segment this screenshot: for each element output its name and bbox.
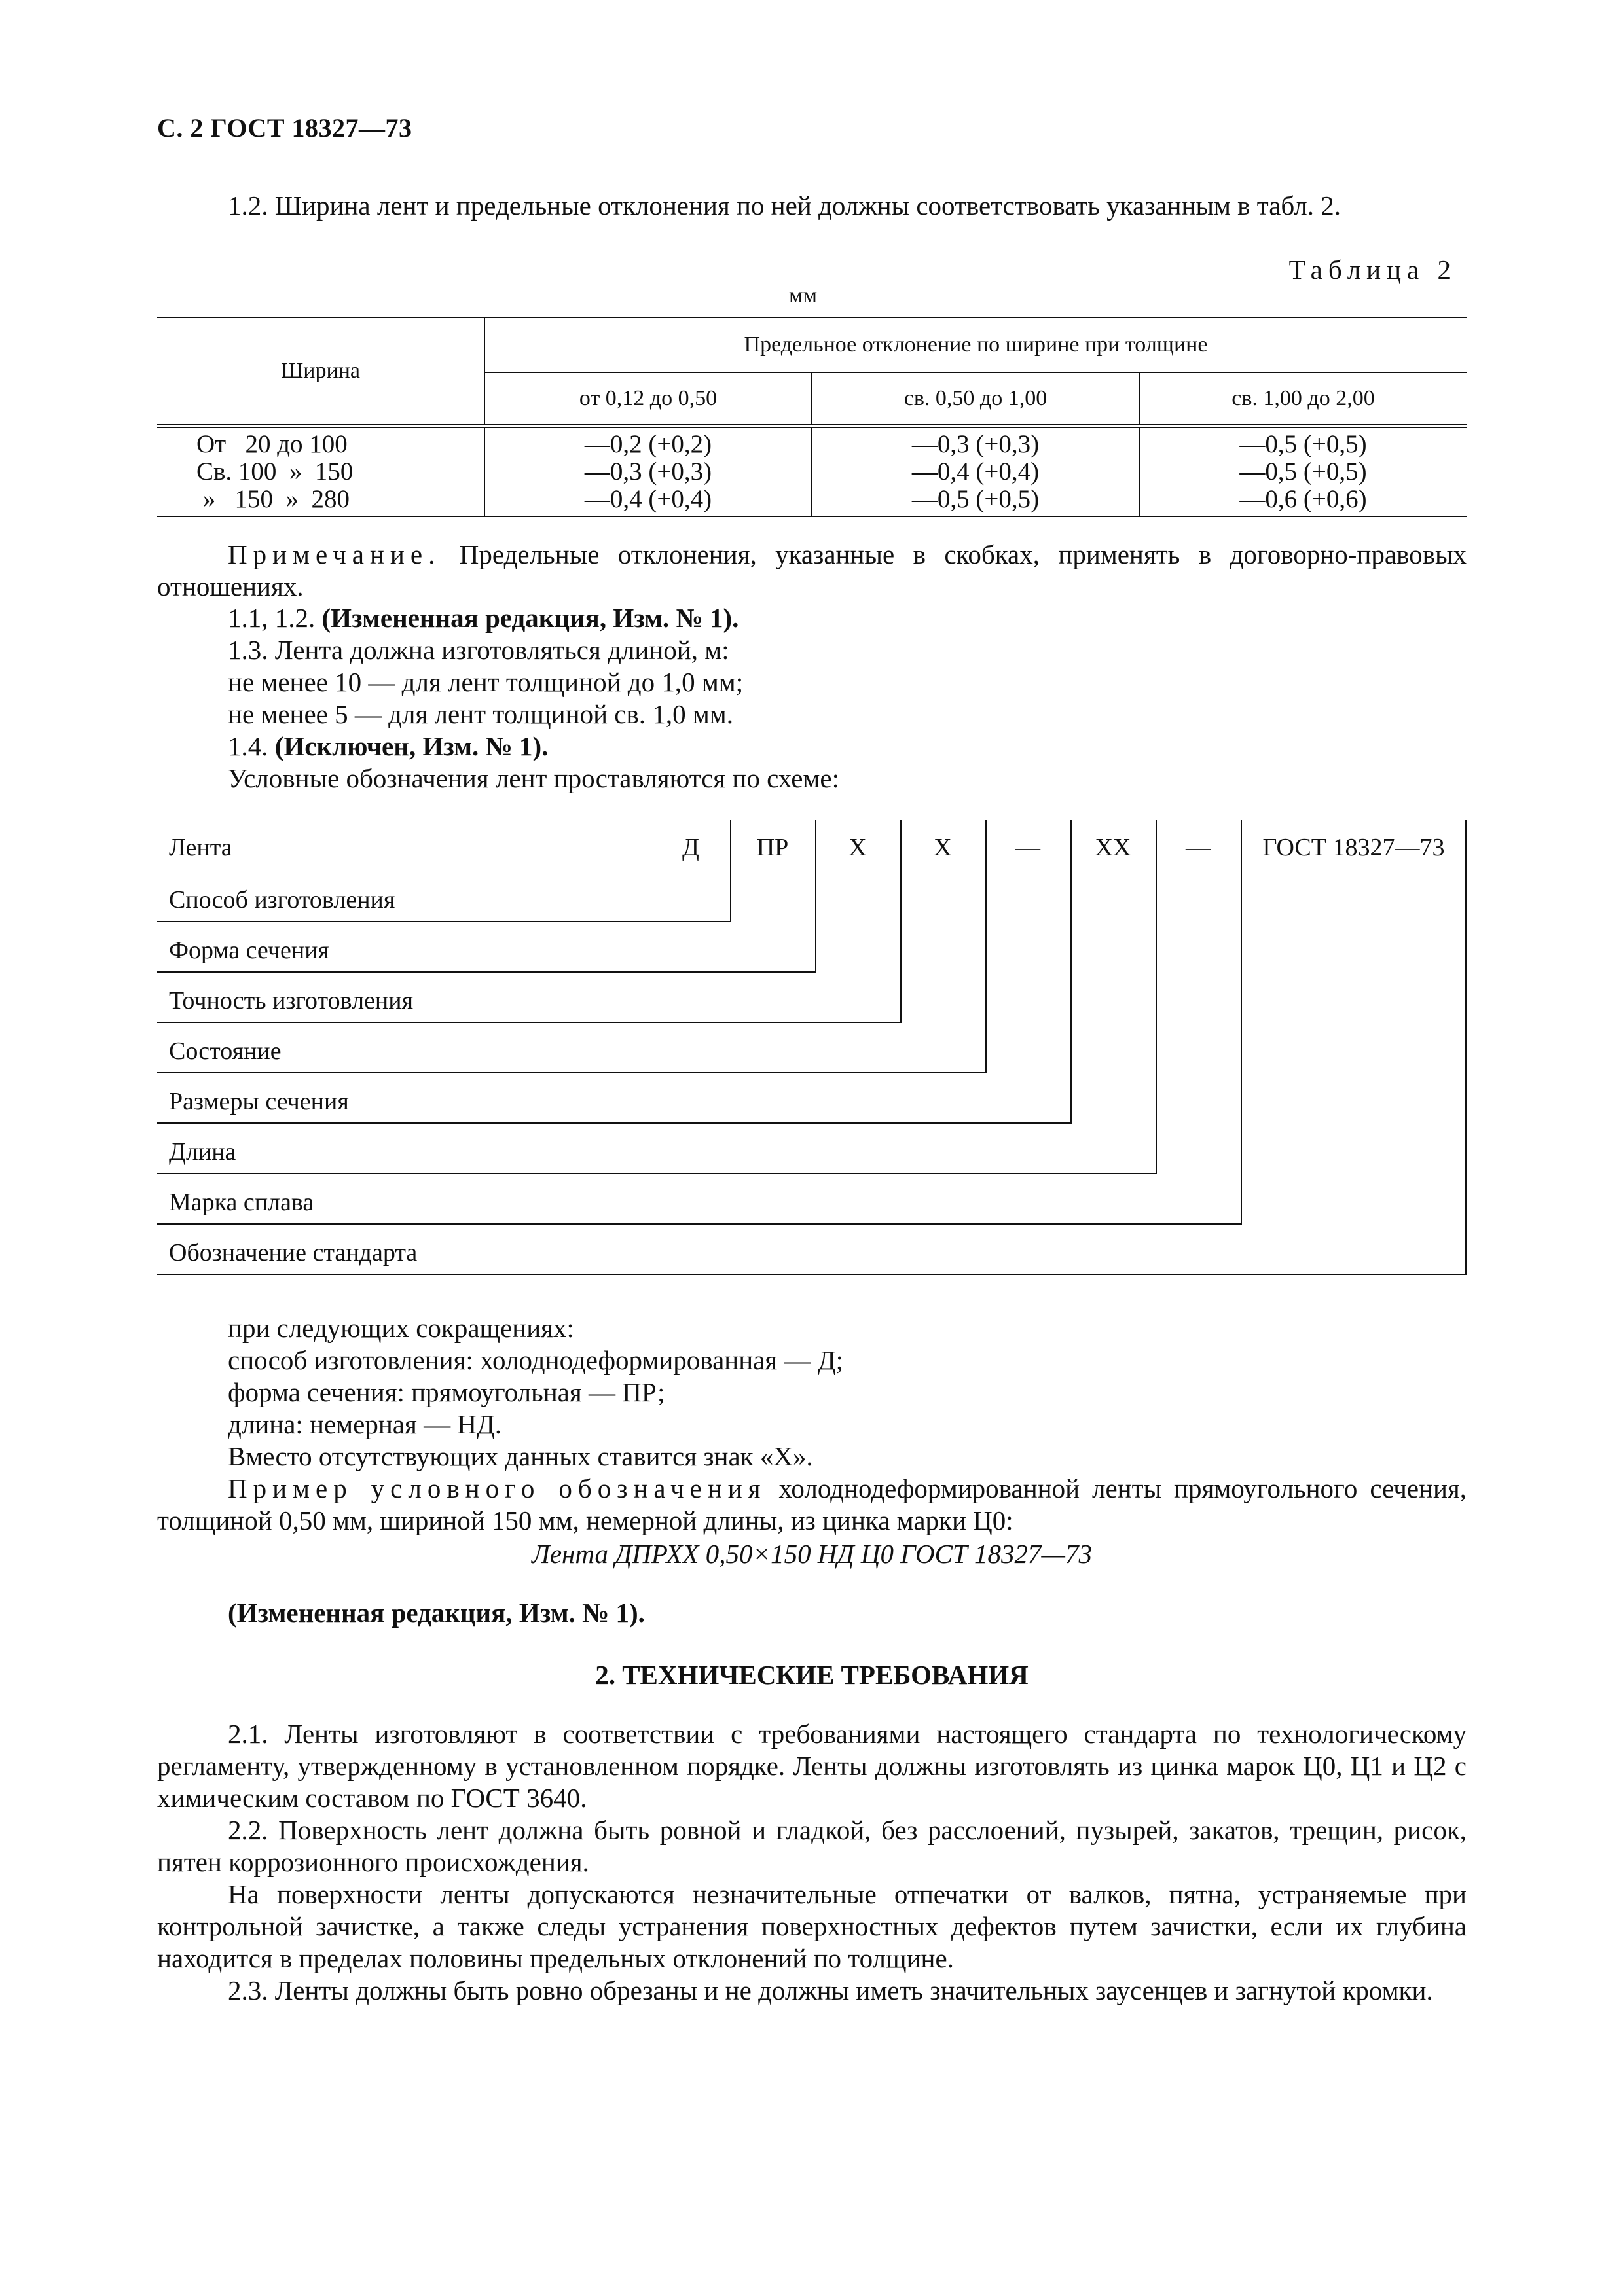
scheme-code: ГОСТ 18327—73 [1262,834,1445,861]
width-cell: Св. 100 » 150 [196,457,354,486]
scheme-label: Способ изготовления [169,886,395,914]
paragraph-1-3: 1.3. Лента должна изготовляться длиной, м: [228,635,729,665]
change-note: (Исключен, Изм. № 1). [274,731,549,761]
scheme-code: Х [848,834,867,861]
abbr-line: Вместо отсутствующих данных ставится знак «Х». [228,1441,813,1471]
scheme-line [1070,820,1072,1122]
width-cell: От 20 до 100 [157,426,484,458]
example-label: Пример условного обозначения [228,1473,767,1503]
scheme-line [157,1072,987,1073]
change-note: (Измененная редакция, Изм. № 1). [321,603,739,633]
paragraph-1-4 [228,730,548,762]
scheme-line [157,1274,1467,1275]
paragraph-number: 1.4. [228,731,275,761]
paragraph-1-3-b: не менее 5 — для лент толщиной св. 1,0 мм. [228,699,733,729]
scheme-line [1241,820,1242,1223]
col-header-width: Ширина [157,317,484,426]
scheme-code: Х [934,834,952,861]
table-row [157,458,1467,486]
scheme-label: Размеры сечения [169,1088,349,1115]
scheme-code: ПР [756,834,789,861]
scheme-code: — [1015,834,1040,861]
scheme-line [157,1022,902,1023]
scheme-line [157,1223,1242,1225]
paragraph-2-2-b: На поверхности ленты допускаются незначительные отпечатки от валков, пятна, устраняемые при контрольной зачистке, а также следы устранения поверхностных дефектов путем зачистки, если их глубина находится в пределах половины предельных отклонений по толщине. [157,1879,1467,1973]
scheme-title: Лента [169,834,232,861]
note-text: Предельные отклонения, указанные в скобках, применять в договорно-правовых отношениях. [157,539,1467,601]
table-2 [157,317,1467,517]
scheme-label: Марка сплава [169,1189,314,1216]
abbr-line: длина: немерная — НД. [228,1409,502,1439]
scheme-code: ХХ [1095,834,1131,861]
col-header-3: св. 1,00 до 2,00 [1139,372,1467,426]
paragraph-1-3-a: не менее 10 — для лент толщиной до 1,0 мм; [228,667,744,697]
page-header: С. 2 ГОСТ 18327—73 [157,113,412,143]
scheme-code: Д [682,834,699,861]
abbr-line: способ изготовления: холоднодеформированная — Д; [228,1345,844,1375]
paragraph-1-1-1-2 [228,602,739,634]
scheme-line [157,1122,1072,1124]
width-cell: » 150 » 280 [157,486,484,516]
example-paragraph [157,1473,1467,1537]
note-label: Примечание. [228,539,441,569]
value-cell: —0,3 (+0,3) [812,426,1139,458]
table-unit: мм [789,283,818,308]
scheme-line [157,971,816,973]
scheme-label: Состояние [169,1037,282,1065]
paragraph-number: 1.1, 1.2. [228,603,322,633]
scheme-line [815,820,816,971]
designation-scheme [157,820,1467,1265]
col-header-2: св. 0,50 до 1,00 [812,372,1139,426]
paragraph-1-2: 1.2. Ширина лент и предельные отклонения по ней должны соответствовать указанным в табл. 2. [228,190,1341,221]
change-note: (Измененная редакция, Изм. № 1). [228,1598,645,1628]
value-cell: —0,5 (+0,5) [1139,426,1467,458]
scheme-line [157,921,731,922]
value-cell: —0,5 (+0,5) [1139,458,1467,486]
scheme-line [730,820,731,921]
table-row [157,426,1467,458]
example-text: холоднодеформированной ленты прямоугольного сечения, толщиной 0,50 мм, шириной 150 мм, немерной длины, из цинка марки Ц0: [157,1473,1467,1535]
scheme-line [1156,820,1157,1173]
value-cell: —0,4 (+0,4) [484,486,812,516]
abbr-intro: при следующих сокращениях: [228,1313,574,1343]
value-cell: —0,2 (+0,2) [484,426,812,458]
col-header-group: Предельное отклонение по ширине при толщине [484,317,1467,372]
table-row [157,486,1467,516]
value-cell: —0,6 (+0,6) [1139,486,1467,516]
value-cell: —0,5 (+0,5) [812,486,1139,516]
scheme-line [900,820,902,1022]
paragraph-2-2: 2.2. Поверхность лент должна быть ровной и гладкой, без расслоений, пузырей, закатов, трещин, рисок, пятен коррозионного происхождения. [157,1815,1467,1877]
scheme-label: Обозначение стандарта [169,1239,418,1266]
scheme-line [157,1173,1157,1174]
scheme-line [1465,820,1467,1274]
scheme-line [985,820,987,1072]
scheme-label: Длина [169,1138,236,1166]
abbr-line: форма сечения: прямоугольная — ПР; [228,1377,665,1407]
scheme-label: Точность изготовления [169,987,414,1014]
paragraph-2-3: 2.3. Ленты должны быть ровно обрезаны и не должны иметь значительных заусенцев и загнутой кромки. [228,1975,1433,2005]
scheme-intro: Условные обозначения лент проставляются по схеме: [228,763,839,793]
value-cell: —0,3 (+0,3) [484,458,812,486]
table-note [157,539,1467,603]
value-cell: —0,4 (+0,4) [812,458,1139,486]
example-code: Лента ДПРХХ 0,50×150 НД Ц0 ГОСТ 18327—73 [532,1539,1092,1569]
section-title: 2. ТЕХНИЧЕСКИЕ ТРЕБОВАНИЯ [595,1660,1029,1690]
col-header-1: от 0,12 до 0,50 [484,372,812,426]
paragraph-2-1: 2.1. Ленты изготовляют в соответствии с требованиями настоящего стандарта по технологическому регламенту, утвержденному в установленном порядке. Ленты должны изготовлять из цинка марок Ц0, Ц1 и Ц2 с химическим составом по ГОСТ 3640. [157,1719,1467,1813]
table-caption: Таблица 2 [1288,255,1457,285]
scheme-code: — [1186,834,1211,861]
scheme-label: Форма сечения [169,937,329,964]
